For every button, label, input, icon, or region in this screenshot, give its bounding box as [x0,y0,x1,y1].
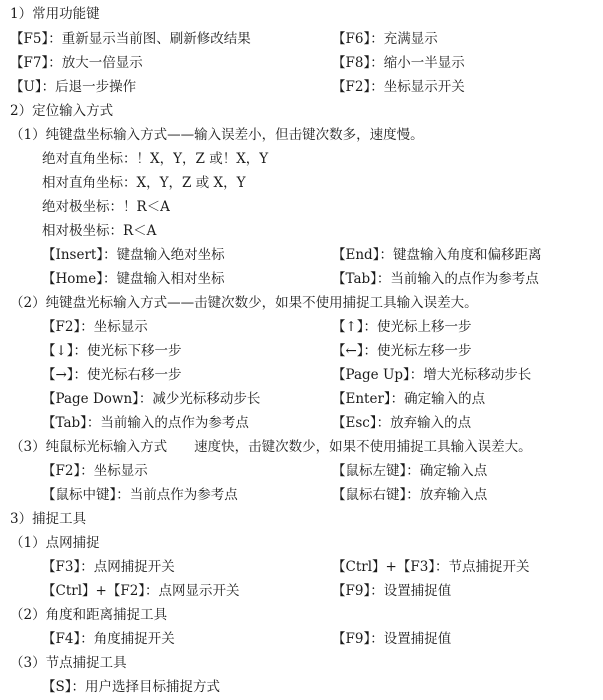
list-item: 【F9】：设置捕捉值 [332,631,452,647]
list-item: 【U】：后退一步操作 [10,79,137,95]
list-item: 【F7】：放大一倍显示 [10,55,143,71]
subsection-title: （2）纯键盘光标输入方式——击键次数少，如果不使用捕捉工具输入误差大。 [10,295,478,311]
list-item: 【鼠标左键】：确定输入点 [332,463,488,479]
list-item: 【F2】：坐标显示 [42,319,148,335]
subsection-title: （1）点网捕捉 [10,535,100,551]
list-item: 【←】：使光标左移一步 [332,343,472,359]
list-item: 【End】：键盘输入角度和偏移距离 [332,247,542,263]
list-item: 绝对极坐标：！R＜A [42,199,170,215]
list-item: 【F2】：坐标显示 [42,463,148,479]
list-item: 【鼠标右键】：放弃输入点 [332,487,488,503]
subsection-title: （3）节点捕捉工具 [10,655,127,671]
list-item: 【鼠标中键】：当前点作为参考点 [42,487,238,503]
subsection-title: （3）纯鼠标光标输入方式 速度快，击键次数少，如果不使用捕捉工具输入误差大。 [10,439,532,455]
list-item: 相对直角坐标：X，Y，Z 或 X，Y [42,175,246,191]
list-item: 【F6】：充满显示 [332,31,438,47]
subsection-title: （2）角度和距离捕捉工具 [10,607,168,623]
list-item: 【↑】：使光标上移一步 [332,319,472,335]
list-item: 【Tab】：当前输入的点作为参考点 [332,271,539,287]
list-item: 【Ctrl】+【F2】：点网显示开关 [42,583,240,599]
list-item: 【Ctrl】+【F3】：节点捕捉开关 [332,559,530,575]
list-item: 【Esc】：放弃输入的点 [332,415,472,431]
list-item: 绝对直角坐标：！X，Y，Z 或！X，Y [42,151,269,167]
list-item: 【↓】：使光标下移一步 [42,343,182,359]
list-item: 【Tab】：当前输入的点作为参考点 [42,415,249,431]
list-item: 相对极坐标：R＜A [42,223,157,239]
subsection-title: （1）纯键盘坐标输入方式——输入误差小，但击键次数多，速度慢。 [10,127,424,143]
list-item: 【→】：使光标右移一步 [42,367,182,383]
list-item: 【S】：用户选择目标捕捉方式 [42,679,220,695]
list-item: 【F3】：点网捕捉开关 [42,559,175,575]
list-item: 【F4】：角度捕捉开关 [42,631,175,647]
list-item: 【Page Down】：减少光标移动步长 [42,391,261,407]
list-item: 【Home】：键盘输入相对坐标 [42,271,225,287]
list-item: 【F8】：缩小一半显示 [332,55,465,71]
list-item: 【F9】：设置捕捉值 [332,583,452,599]
section-2-heading: 2）定位输入方式 [10,103,114,119]
list-item: 【Page Up】：增大光标移动步长 [332,367,532,383]
section-1-heading: 1）常用功能键 [10,6,100,22]
list-item: 【Insert】：键盘输入绝对坐标 [42,247,225,263]
list-item: 【F5】：重新显示当前图、刷新修改结果 [10,31,251,47]
section-3-heading: 3）捕捉工具 [10,511,87,527]
list-item: 【F2】：坐标显示开关 [332,79,465,95]
list-item: 【Enter】：确定输入的点 [332,391,486,407]
